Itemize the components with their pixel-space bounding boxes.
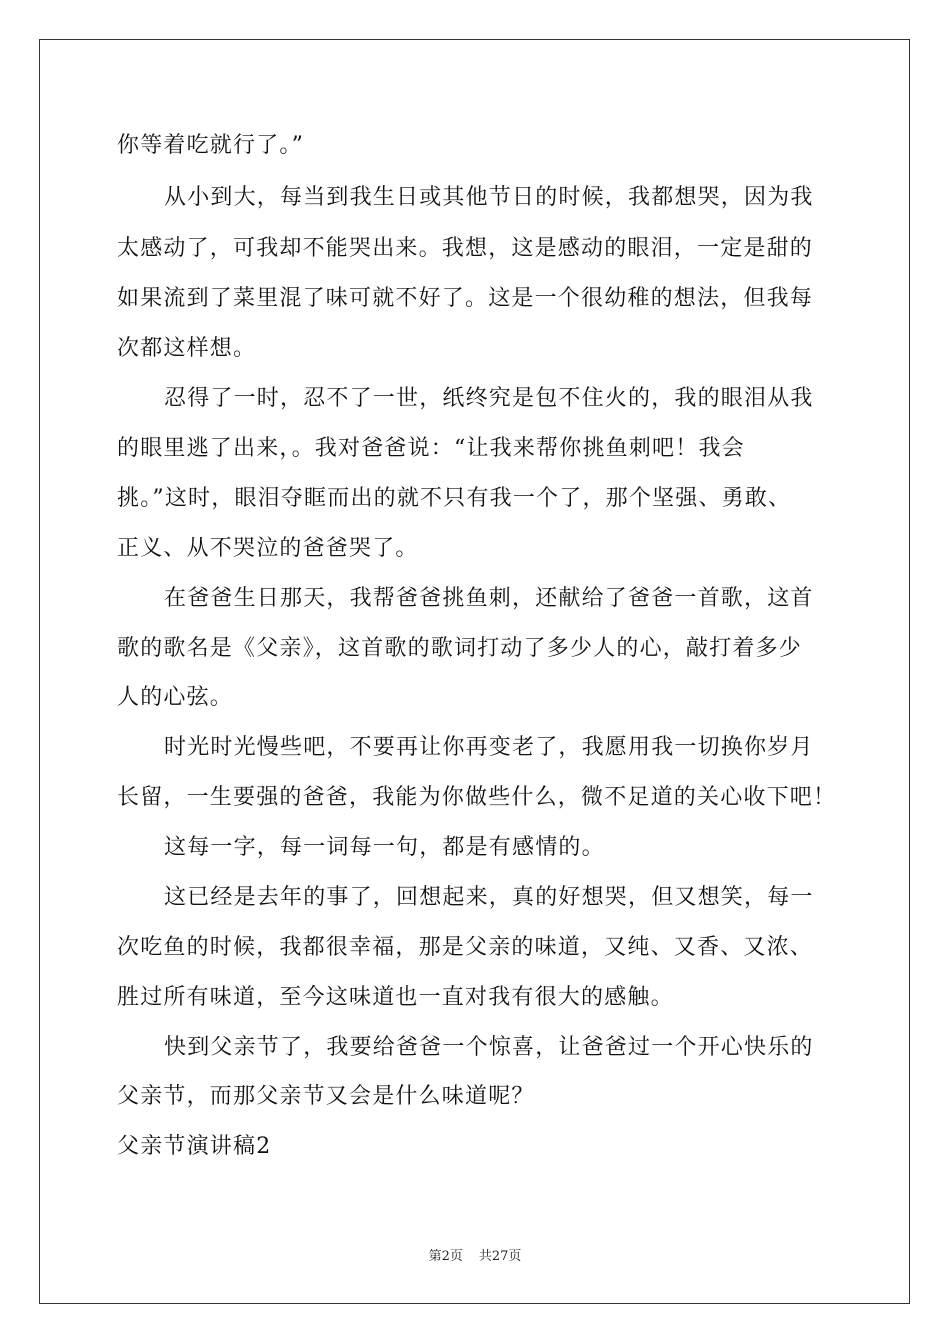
text-line: 时光时光慢些吧，不要再让你再变老了，我愿用我一切换你岁月	[164, 735, 814, 760]
text-line: 太感动了，可我却不能哭出来。我想，这是感动的眼泪，一定是甜的	[117, 236, 814, 261]
section-heading: 父亲节演讲稿2	[117, 1134, 272, 1159]
text-line: 这每一字，每一词每一句，都是有感情的。	[164, 835, 605, 860]
text-line: 在爸爸生日那天，我帮爸爸挑鱼刺，还献给了爸爸一首歌，这首	[164, 586, 814, 611]
text-line: 的眼里逃了出来，。我对爸爸说：“让我来帮你挑鱼刺吧！我会	[117, 436, 745, 461]
text-line: 你等着吃就行了。”	[117, 133, 305, 158]
text-line: 挑。”这时，眼泪夺眶而出的就不只有我一个了，那个坚强、勇敢、	[117, 486, 792, 511]
text-line: 如果流到了菜里混了味可就不好了。这是一个很幼稚的想法，但我每	[117, 286, 814, 311]
text-line: 这已经是去年的事了，回想起来，真的好想哭，但又想笑，每一	[164, 885, 814, 910]
text-line: 次都这样想。	[117, 336, 257, 361]
text-line: 正义、从不哭泣的爸爸哭了。	[117, 536, 419, 561]
text-line: 从小到大，每当到我生日或其他节日的时候，我都想哭，因为我	[164, 185, 814, 210]
text-line: 胜过所有味道，至今这味道也一直对我有很大的感触。	[117, 985, 674, 1010]
text-line: 长留，一生要强的爸爸，我能为你做些什么，微不足道的关心收下吧！	[117, 785, 837, 810]
page-footer	[0, 1249, 950, 1265]
text-line: 父亲节，而那父亲节又会是什么味道呢？	[117, 1084, 535, 1109]
page-border	[39, 39, 910, 1304]
text-line: 次吃鱼的时候，我都很幸福，那是父亲的味道，又纯、又香、又浓、	[117, 935, 814, 960]
text-line: 忍得了一时，忍不了一世，纸终究是包不住火的，我的眼泪从我	[164, 386, 814, 411]
text-line: 快到父亲节了，我要给爸爸一个惊喜，让爸爸过一个开心快乐的	[164, 1035, 814, 1060]
page-total: 共27页	[478, 1249, 522, 1264]
page-number: 第2页	[428, 1249, 463, 1264]
text-line: 歌的歌名是《父亲》，这首歌的歌词打动了多少人的心，敲打着多少	[117, 636, 803, 661]
text-line: 人的心弦。	[117, 685, 234, 710]
